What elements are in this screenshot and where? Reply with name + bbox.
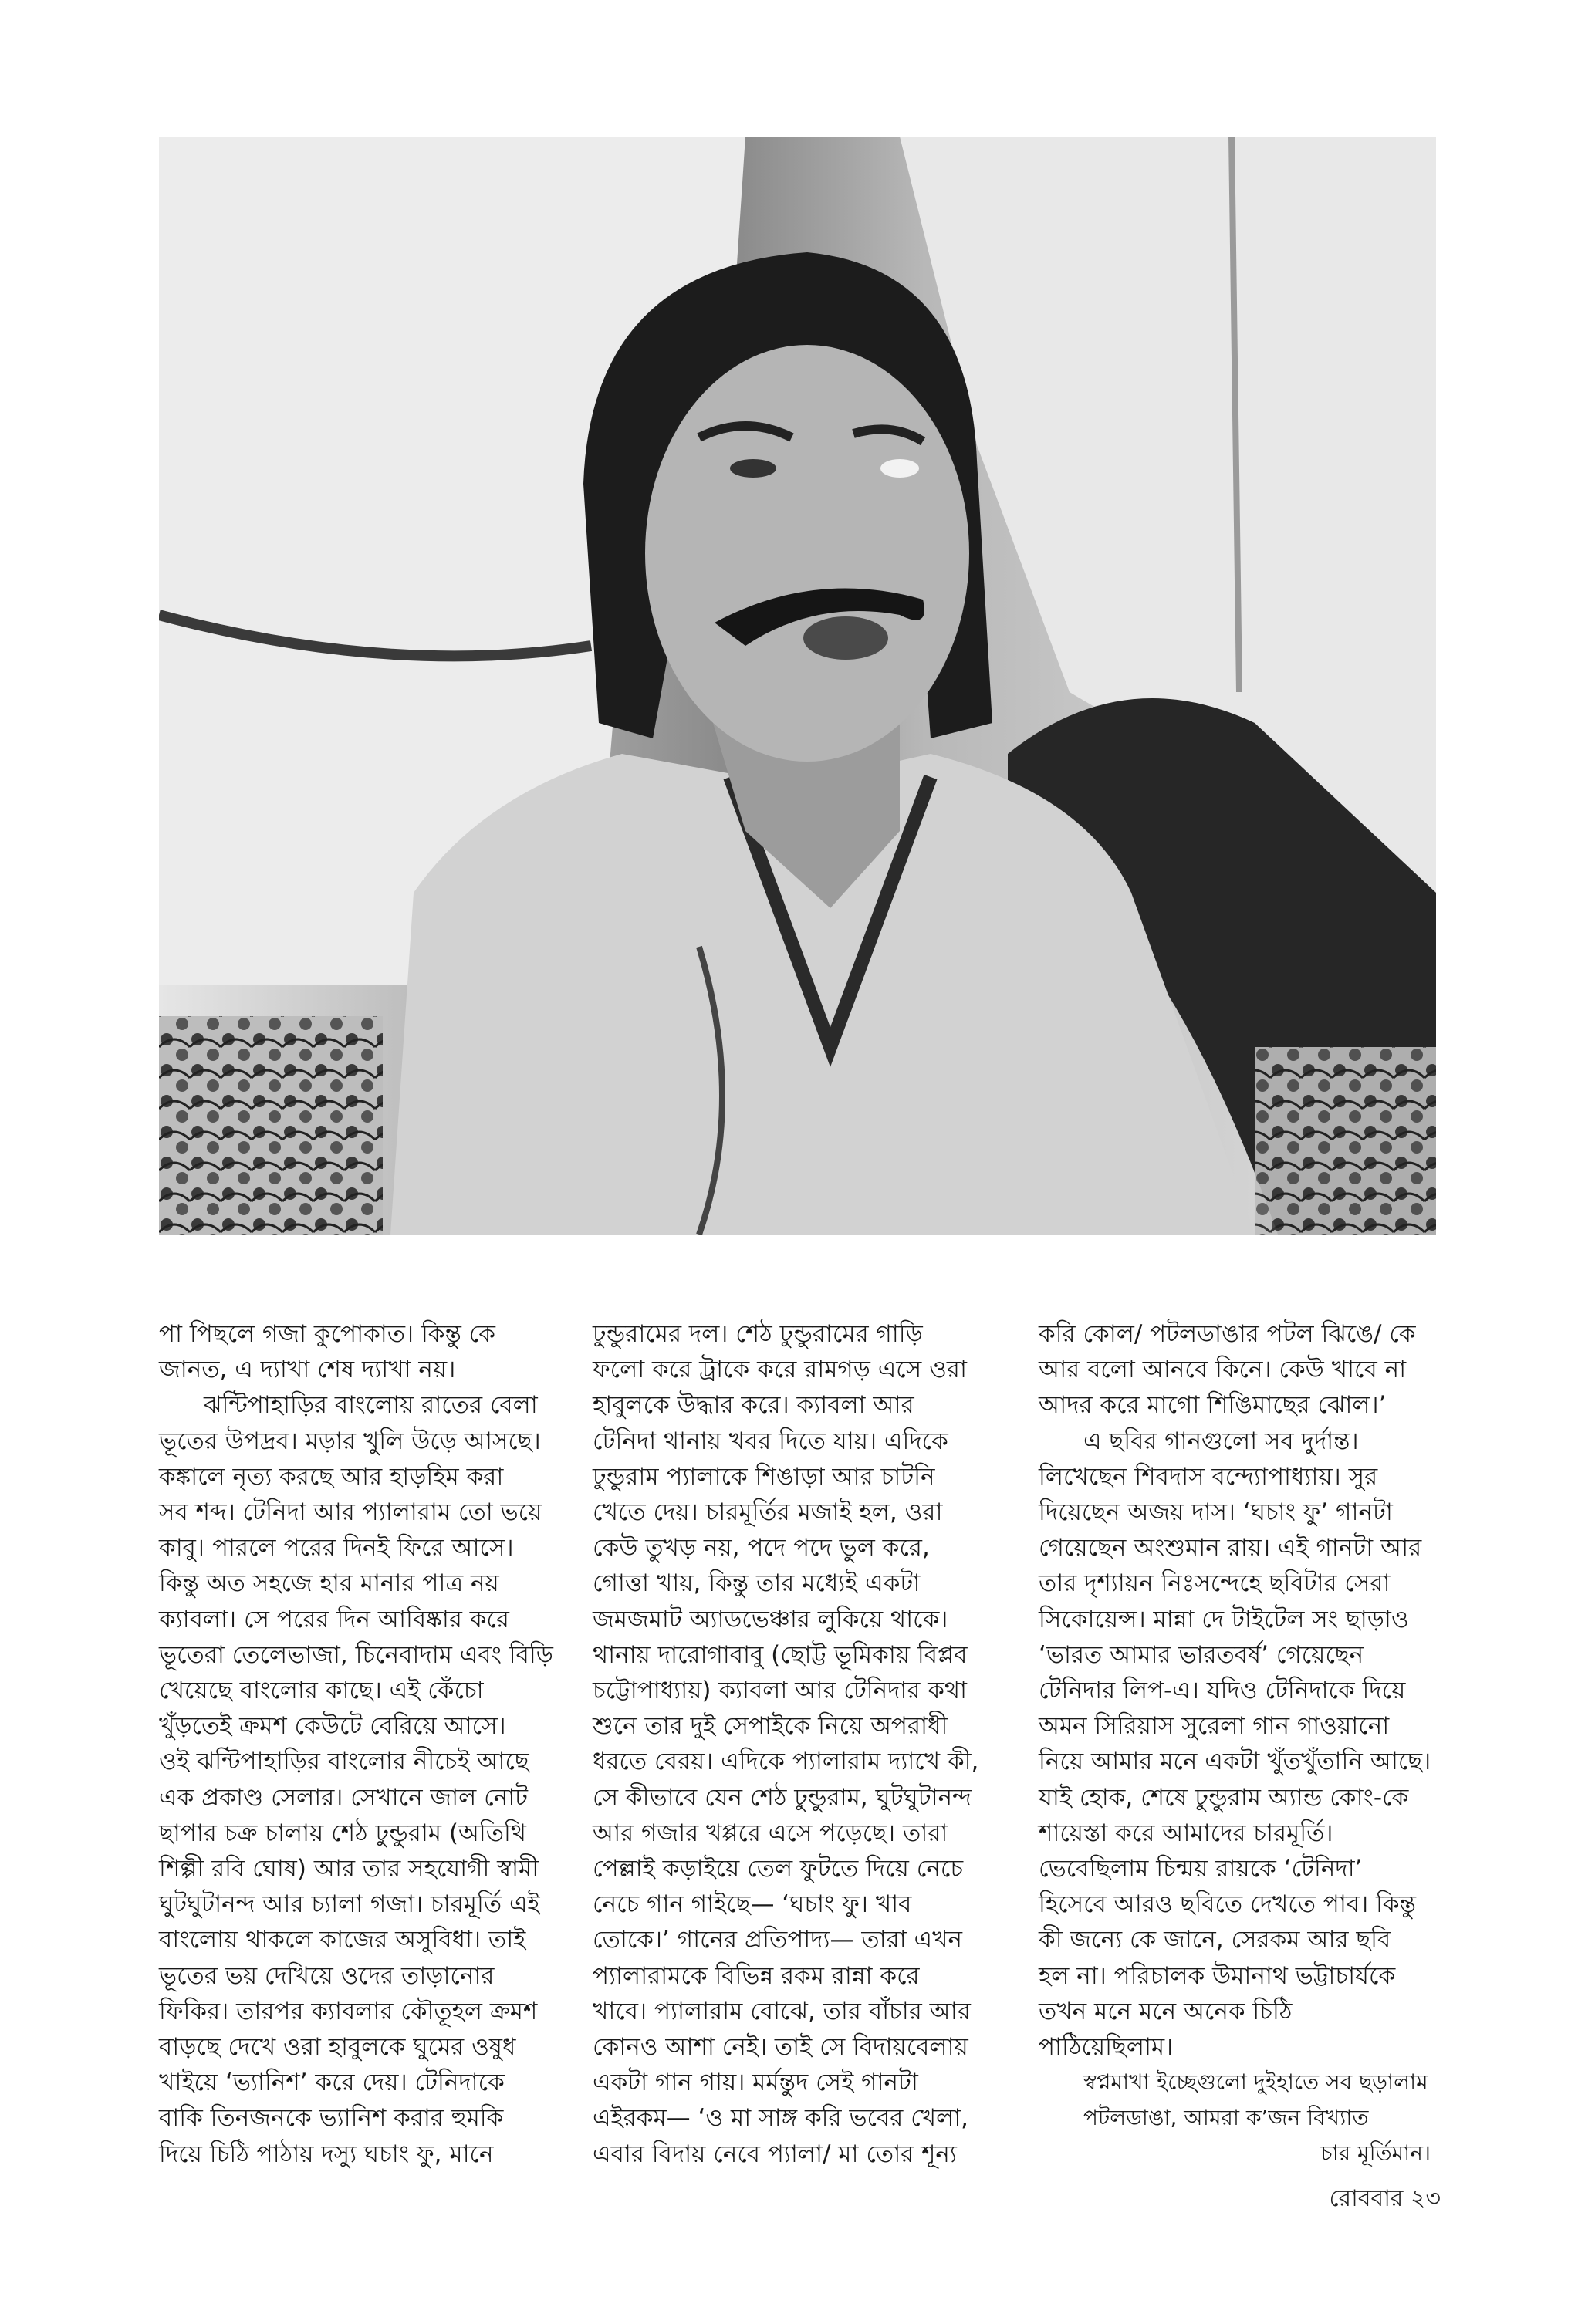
verse-line: স্বপ্নমাখা ইচ্ছেগুলো দুইহাতে সব ছড়ালাম — [1083, 2069, 1428, 2096]
text-line: আর বলো আনবে কিনে। কেউ খাবে না — [1039, 1356, 1407, 1384]
text-line: ভূতের উপদ্রব। মড়ার খুলি উড়ে আসছে। — [159, 1427, 541, 1455]
text-line: জমজমাট অ্যাডভেঞ্চার লুকিয়ে থাকে। — [593, 1605, 948, 1633]
text-line: টেনিদার লিপ-এ। যদিও টেনিদাকে দিয়ে — [1039, 1677, 1406, 1705]
text-line: তোকে।’ গানের প্রতিপাদ্য— তারা এখন — [593, 1926, 962, 1954]
text-line: কাবু। পারলে পরের দিনই ফিরে আসে। — [159, 1534, 514, 1562]
text-line: ভূতেরা তেলেভাজা, চিনেবাদাম এবং বিড়ি — [159, 1640, 553, 1669]
photo-still-icon — [159, 137, 1436, 1235]
text-line: থানায় দারোগাবাবু (ছোট্ট ভূমিকায় বিপ্লব — [593, 1640, 968, 1669]
text-line: চট্টোপাধ্যায়) ক্যাবলা আর টেনিদার কথা — [593, 1677, 968, 1705]
text-line: কোনও আশা নেই। তাই সে বিদায়বেলায় — [593, 2033, 968, 2062]
text-line: গেয়েছেন অংশুমান রায়। এই গানটা আর — [1039, 1534, 1422, 1562]
text-line: পাঠিয়েছিলাম। — [1039, 2033, 1174, 2062]
text-line: ভূতের ভয় দেখিয়ে ওদের তাড়ানোর — [159, 1961, 495, 1990]
verse-line: পটলডাঙা, আমরা ক’জন বিখ্যাত — [1083, 2105, 1369, 2131]
text-line: পা পিছলে গজা কুপোকাত। কিন্তু কে — [159, 1320, 495, 1348]
text-line: পেল্লাই কড়াইয়ে তেল ফুটতে দিয়ে নেচে — [593, 1855, 964, 1883]
text-line: সব শব্দ। টেনিদা আর প্যালারাম তো ভয়ে — [159, 1498, 542, 1527]
article-column-1 — [159, 1316, 560, 2172]
text-line: ভেবেছিলাম চিন্ময় রায়কে ‘টেনিদা’ — [1039, 1855, 1363, 1883]
text-line: ঘুটঘুটানন্দ আর চ্যালা গজা। চারমূর্তি এই — [159, 1890, 540, 1919]
text-line: ঢুন্ডুরাম প্যালাকে শিঙাড়া আর চাটনি — [593, 1462, 935, 1491]
film-still-photo — [159, 137, 1436, 1235]
text-line: দিয়ে চিঠি পাঠায় দস্যু ঘচাং ফু, মানে — [159, 2140, 494, 2168]
text-line: ওই ঝন্টিপাহাড়ির বাংলোর নীচেই আছে — [159, 1748, 529, 1776]
text-line: আদর করে মাগো শিঙিমাছের ঝোল।’ — [1039, 1391, 1387, 1420]
text-line: আর গজার খপ্পরে এসে পড়েছে। তারা — [593, 1819, 948, 1847]
paragraph-start: ঝন্টিপাহাড়ির বাংলোয় রাতের বেলা — [204, 1391, 538, 1420]
text-line: খেতে দেয়। চারমূর্তির মজাই হল, ওরা — [593, 1498, 943, 1527]
text-line: ধরতে বেরয়। এদিকে প্যালারাম দ্যাখে কী, — [593, 1748, 979, 1776]
text-line: তার দৃশ্যায়ন নিঃসন্দেহে ছবিটার সেরা — [1039, 1569, 1391, 1598]
text-line: লিখেছেন শিবদাস বন্দ্যোপাধ্যায়। সুর — [1039, 1462, 1378, 1491]
text-line: খাইয়ে ‘ভ্যানিশ’ করে দেয়। টেনিদাকে — [159, 2069, 505, 2097]
text-line: করি কোল/ পটলডাঙার পটল ঝিঙে/ কে — [1039, 1320, 1416, 1348]
text-line: ফিকির। তারপর ক্যাবলার কৌতূহল ক্রমশ — [159, 1997, 538, 2025]
text-line: খাবে। প্যালারাম বোঝে, তার বাঁচার আর — [593, 1997, 971, 2025]
text-line: বাকি তিনজনকে ভ্যানিশ করার হুমকি — [159, 2104, 504, 2133]
text-line: বাংলোয় থাকলে কাজের অসুবিধা। তাই — [159, 1926, 526, 1954]
text-line: প্যালারামকে বিভিন্ন রকম রান্না করে — [593, 1961, 920, 1990]
article-column-3 — [1039, 1316, 1440, 2171]
article-column-2 — [593, 1316, 990, 2172]
text-line: সে কীভাবে যেন শেঠ ঢুন্ডুরাম, ঘুটঘুটানন্দ — [593, 1783, 972, 1812]
text-line: তখন মনে মনে অনেক চিঠি — [1039, 1997, 1293, 2025]
text-line: খেয়েছে বাংলোর কাছে। এই কেঁচো — [159, 1677, 484, 1705]
text-line: ছাপার চক্র চালায় শেঠ ঢুন্ডুরাম (অতিথি — [159, 1819, 526, 1847]
text-line: নেচে গান গাইছে— ‘ঘচাং ফু। খাব — [593, 1890, 912, 1919]
text-line: ঢুন্ডুরামের দল। শেঠ ঢুন্ডুরামের গাড়ি — [593, 1320, 923, 1348]
text-line: ফলো করে ট্রাকে করে রামগড় এসে ওরা — [593, 1356, 967, 1384]
verse-line: চার মূর্তিমান। — [1320, 2140, 1431, 2167]
text-line: সিকোয়েন্স। মান্না দে টাইটেল সং ছাড়াও — [1039, 1605, 1409, 1633]
text-line: কঙ্কালে নৃত্য করছে আর হাড়হিম করা — [159, 1462, 504, 1491]
text-line: গোত্তা খায়, কিন্তু তার মধ্যেই একটা — [593, 1569, 921, 1598]
text-line: বাড়ছে দেখে ওরা হাবুলকে ঘুমের ওষুধ — [159, 2033, 516, 2062]
text-line: হিসেবে আরও ছবিতে দেখতে পাব। কিন্তু — [1039, 1890, 1416, 1919]
text-line: কেউ তুখড় নয়, পদে পদে ভুল করে, — [593, 1534, 930, 1562]
text-line: দিয়েছেন অজয় দাস। ‘ঘচাং ফু’ গানটা — [1039, 1498, 1393, 1527]
song-verse-quote — [1039, 2065, 1440, 2171]
text-line: শুনে তার দুই সেপাইকে নিয়ে অপরাধী — [593, 1712, 948, 1741]
text-line: এইরকম— ‘ও মা সাঙ্গ করি ভবের খেলা, — [593, 2104, 969, 2133]
text-line: কী জন্যে কে জানে, সেরকম আর ছবি — [1039, 1926, 1391, 1954]
text-line: এবার বিদায় নেবে প্যালা/ মা তোর শূন্য — [593, 2140, 957, 2168]
text-line: কিন্তু অত সহজে হার মানার পাত্র নয় — [159, 1569, 499, 1598]
text-line: শিল্পী রবি ঘোষ) আর তার সহযোগী স্বামী — [159, 1855, 539, 1883]
text-line: ‘ভারত আমার ভারতবর্ষ’ গেয়েছেন — [1039, 1640, 1364, 1669]
text-line: হাবুলকে উদ্ধার করে। ক্যাবলা আর — [593, 1391, 914, 1420]
text-line: টেনিদা থানায় খবর দিতে যায়। এদিকে — [593, 1427, 948, 1455]
text-line: এক প্রকাণ্ড সেলার। সেখানে জাল নোট — [159, 1783, 529, 1812]
text-line: হল না। পরিচালক উমানাথ ভট্টাচার্যকে — [1039, 1961, 1396, 1990]
text-line: ক্যাবলা। সে পরের দিন আবিষ্কার করে — [159, 1605, 509, 1633]
text-line: একটা গান গায়। মর্মন্তুদ সেই গানটা — [593, 2069, 918, 2097]
text-line: খুঁড়তেই ক্রমশ কেউটে বেরিয়ে আসে। — [159, 1712, 506, 1741]
text-line: অমন সিরিয়াস সুরেলা গান গাওয়ানো — [1039, 1712, 1390, 1741]
paragraph-start: এ ছবির গানগুলো সব দুর্দান্ত। — [1083, 1427, 1359, 1455]
page-footer-folio: রোববার ২৩ — [1329, 2185, 1441, 2212]
text-line: নিয়ে আমার মনে একটা খুঁতখুঁতানি আছে। — [1039, 1748, 1431, 1776]
text-line: শায়েস্তা করে আমাদের চারমূর্তি। — [1039, 1819, 1333, 1847]
text-line: জানত, এ দ্যাখা শেষ দ্যাখা নয়। — [159, 1356, 456, 1384]
text-line: যাই হোক, শেষে ঢুন্ডুরাম অ্যান্ড কোং-কে — [1039, 1783, 1409, 1812]
